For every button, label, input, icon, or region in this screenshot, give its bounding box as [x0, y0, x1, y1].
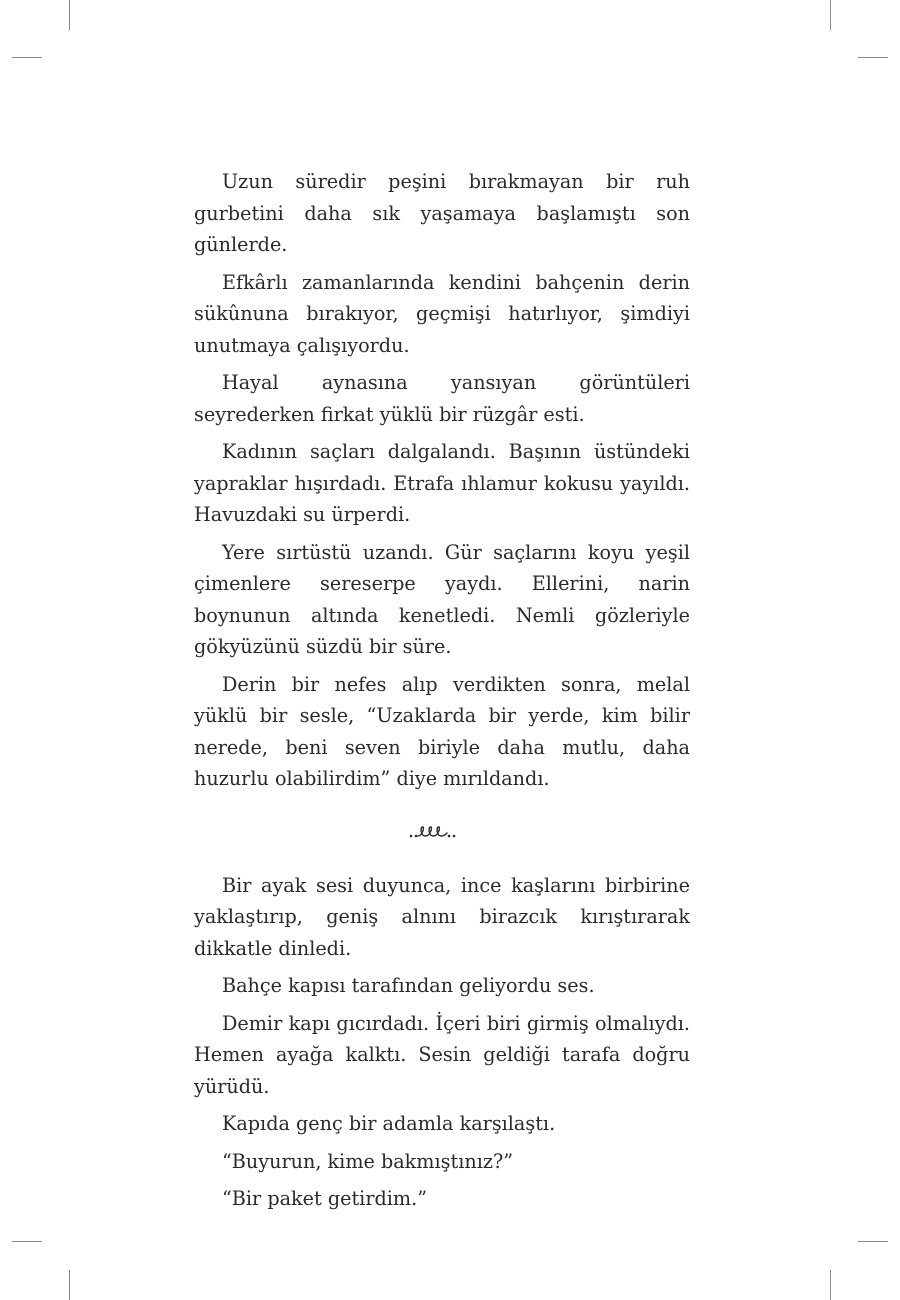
paragraph: Kapıda genç bir adamla karşılaştı. [222, 1112, 556, 1135]
paragraph: Hayal aynasına yansıyan görüntüleri seyrederken firkat yüklü bir rüzgâr esti. [194, 371, 690, 426]
paragraph: “Bir paket getirdim.” [222, 1187, 428, 1210]
paragraph: Kadının saçları dalgalandı. Başının üstündeki yapraklar hışırdadı. Etrafa ıhlamur kokusu yayıldı. Havuzdaki su ürperdi. [194, 440, 690, 526]
crop-mark-top-left [12, 57, 42, 58]
crop-mark-bottom-left [12, 1241, 42, 1242]
crop-mark-top-left [69, 0, 70, 30]
paragraph: Derin bir nefes alıp verdikten sonra, melal yüklü bir sesle, “Uzaklarda bir yerde, kim bilir nerede, beni seven biriyle daha mutlu, daha huzurlu olabilirdim” diye mırıldandı. [194, 672, 690, 790]
crop-mark-bottom-left [69, 1270, 70, 1300]
crop-mark-top-right [858, 57, 888, 58]
paragraph: Uzun süredir peşini bırakmayan bir ruh gurbetini daha sık yaşamaya başlamıştı son günlerde. [194, 170, 690, 256]
paragraph: Yere sırtüstü uzandı. Gür saçlarını koyu yeşil çimenlere sereserpe yaydı. Ellerini, narin boynunun altında kenetledi. Nemli gözleriyle gökyüzünü süzdü bir süre. [194, 540, 690, 658]
page-body [194, 166, 690, 1221]
paragraph: Efkârlı zamanlarında kendini bahçenin derin sükûnuna bırakıyor, geçmişi hatırlıyor, şimdiyi unutmaya çalışıyordu. [194, 270, 690, 357]
crop-mark-bottom-right [830, 1270, 831, 1300]
paragraph: “Buyurun, kime bakmıştınız?” [222, 1149, 514, 1173]
paragraph: Bir ayak sesi duyunca, ince kaşlarını birbirine yaklaştırıp, geniş alnını birazcık kırıştırarak dikkatle dinledi. [194, 873, 690, 960]
ornament-flourish-icon [408, 824, 476, 840]
crop-mark-top-right [830, 0, 831, 30]
paragraph: Bahçe kapısı tarafından geliyordu ses. [222, 974, 595, 997]
paragraph: Demir kapı gıcırdadı. İçeri biri girmiş olmalıydı. Hemen ayağa kalktı. Sesin geldiği tarafa doğru yürüdü. [194, 1011, 690, 1098]
crop-mark-bottom-right [858, 1241, 888, 1242]
section-separator [194, 819, 690, 845]
